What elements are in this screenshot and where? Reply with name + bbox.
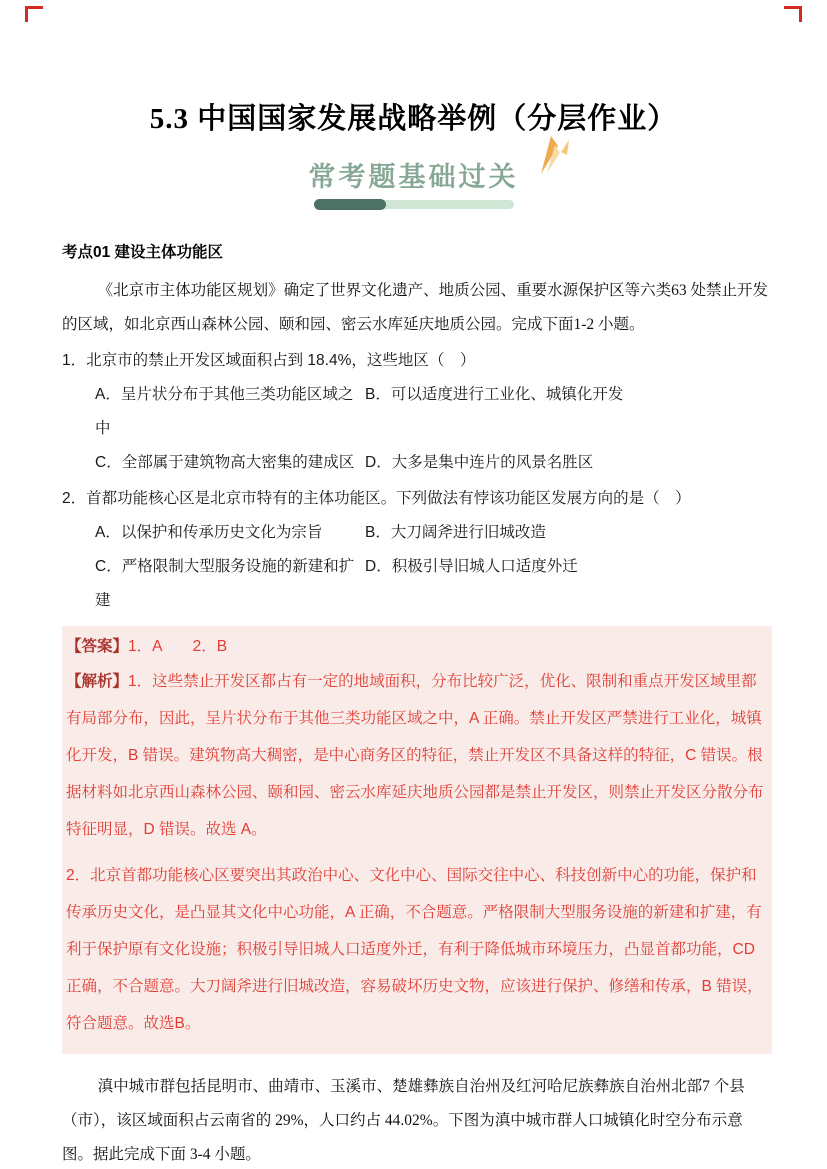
question-1-stem: 1．北京市的禁止开发区域面积占到 18.4%，这些地区（ ） [62,352,476,369]
answer-text: 1．A 2．B [128,638,228,655]
section-banner [284,161,544,209]
reading-passage-2: 滇中城市群包括昆明市、曲靖市、玉溪市、楚雄彝族自治州及红河哈尼族彝族自治州北部7 个县（市），该区域面积占云南省的 29%，人口约占 44.02%。下图为滇中城市群人口城镇化时空分布示意图。据此完成下面 3-4 小题。 [62,1078,745,1163]
question-1-option-b: B．可以适度进行工业化、城镇化开发 [365,386,624,403]
question-2-option-d: D．积极引导旧城人口适度外迁 [365,558,578,575]
analysis-text-1: 1．这些禁止开发区都占有一定的地域面积，分布比较广泛，优化、限制和重点开发区域里都有局部分布，因此，呈片状分布于其他三类功能区域之中，A 正确。禁止开发区严禁进行工业化，城镇化开发，B 错误。建筑物高大稠密，是中心商务区的特征，禁止开发区不具备这样的特征，C 错误。根据材料如北京西山森林公园、颐和园、密云水库延庆地质公园都是禁止开发区，则禁止开发区分散分布特征明显，D 错误。故选 A。 [66,673,764,838]
banner-underline-bar [314,200,514,209]
question-1-options-row-1 [62,378,772,446]
question-1-option-a: A．呈片状分布于其他三类功能区域之中 [95,386,354,437]
question-1-option-d: D．大多是集中连片的风景名胜区 [365,454,594,471]
analysis-paragraph-2 [66,857,764,1042]
question-1-options-row-2 [62,446,772,480]
analysis-label: 【解析】 [66,673,129,690]
reading-passage-1: 《北京市主体功能区规划》确定了世界文化遗产、地质公园、重要水源保护区等六类63 处禁止开发的区域，如北京西山森林公园、颐和园、密云水库延庆地质公园。完成下面1-2 小题。 [62,282,769,333]
question-2-option-a: A．以保护和传承历史文化为宗旨 [95,524,323,541]
question-2-stem: 2．首都功能核心区是北京市特有的主体功能区。下列做法有悖该功能区发展方向的是（ ） [62,490,691,507]
red-corner-mark-top-right [784,6,802,22]
question-2-option-c: C．严格限制大型服务设施的新建和扩建 [95,558,355,609]
analysis-text-2: 2．北京首都功能核心区要突出其政治中心、文化中心、国际交往中心、科技创新中心的功能，保护和传承历史文化，是凸显其文化中心功能，A 正确，不合题意。严格限制大型服务设施的新建和扩建，有利于保护原有文化设施；积极引导旧城人口适度外迁，有利于降低城市环境压力，凸显首都功能，CD 正确，不合题意。大刀阔斧进行旧城改造，容易破坏历史文物，应该进行保护、修缮和传承，B 错误，符合题意。故选B。 [66,867,763,1032]
question-2-options-row-1 [62,516,772,550]
question-2-options-row-2 [62,550,772,618]
exam-point-heading: 考点01 建设主体功能区 [62,244,224,261]
answer-label: 【答案】 [66,638,129,655]
question-1-option-c: C．全部属于建筑物高大密集的建成区 [95,454,355,471]
sparkle-icon [534,133,572,177]
answer-analysis-block [62,626,772,1054]
document-body [62,242,772,1169]
question-2-option-b: B．大刀阔斧进行旧城改造 [365,524,546,541]
answer-line [66,631,764,663]
banner-underline-bar-fill [314,199,386,210]
banner-title: 常考题基础过关 [308,162,519,192]
analysis-paragraph-1 [66,663,764,848]
page-title: 5.3 中国国家发展战略举例（分层作业） [149,103,678,135]
red-corner-mark-top-left [25,6,43,22]
